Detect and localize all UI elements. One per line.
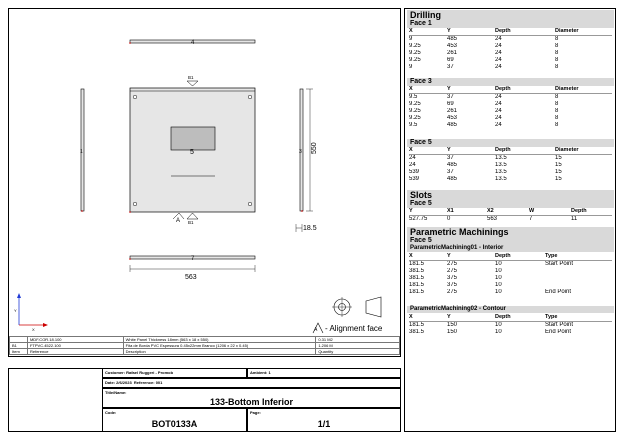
alignment-arrow-label: A: [176, 218, 181, 224]
table-cell: 7: [529, 216, 533, 222]
table-cell: 13.5: [495, 176, 507, 182]
table-row: [409, 155, 612, 163]
customer-text: Customer: Rafael Ruggeri - Promob: [105, 370, 174, 375]
column-header: Depth: [571, 208, 612, 216]
table-cell: 9.5: [409, 94, 418, 100]
ambient-cell: [247, 368, 401, 378]
table-cell: 8: [555, 94, 559, 100]
dim-height-label: 550: [311, 142, 318, 154]
table-cell: 181.5: [409, 289, 425, 295]
column-header: W: [529, 208, 571, 216]
bom-cell: 0.31 M2: [316, 337, 400, 343]
table-cell: 24: [495, 94, 502, 100]
table-cell: 24: [409, 155, 416, 161]
column-header: Diameter: [555, 147, 612, 155]
table-row: [409, 43, 612, 50]
b1-bottom-label: B1: [188, 220, 194, 225]
column-header: Diameter: [555, 28, 612, 36]
table-row: [409, 282, 612, 289]
table-header-row: [409, 208, 612, 216]
table-row: [409, 64, 612, 71]
drilling-face5-header: Face 5: [407, 139, 614, 147]
table-cell: 9.25: [409, 101, 421, 107]
code-value: BOT0133A: [151, 419, 198, 429]
drilling-face1-table: [409, 28, 612, 71]
table-row: [409, 36, 612, 44]
table-row: [409, 169, 612, 176]
table-header-row: [409, 253, 612, 261]
bom-cell: B1: [10, 343, 28, 349]
table-cell: 15: [555, 176, 562, 182]
table-cell: 9: [409, 64, 413, 70]
table-cell: [545, 268, 612, 275]
hinge-hole: [133, 95, 137, 99]
title-value: 133-Bottom Inferior: [209, 397, 293, 407]
table-header-row: [409, 28, 612, 36]
table-row: [409, 261, 612, 269]
table-cell: 9.25: [409, 57, 421, 63]
page-cell: [247, 408, 401, 432]
slots-header: Slots: [407, 190, 614, 200]
table-cell: 8: [555, 36, 559, 42]
table-cell: 10: [495, 275, 502, 281]
column-header: Y: [447, 147, 495, 155]
table-cell: 9.25: [409, 43, 421, 49]
table-row: [409, 162, 612, 169]
table-cell: Start Point: [545, 261, 574, 267]
technical-drawing: [0, 0, 401, 336]
table-cell: 8: [555, 57, 559, 63]
table-cell: 375: [447, 282, 458, 288]
table-cell: 485: [447, 122, 458, 128]
main-panel-label: 5: [190, 149, 194, 156]
table-cell: 10: [495, 289, 502, 295]
table-cell: [545, 282, 612, 289]
bom-cell: Item: [10, 349, 28, 355]
table-cell: [545, 275, 612, 282]
date-reference-cell: [102, 378, 401, 388]
table-cell: 485: [447, 36, 458, 42]
table-cell: 37: [447, 64, 454, 70]
table-cell: 275: [447, 289, 458, 295]
table-cell: 69: [447, 101, 454, 107]
edge-band-marker-bottom: [187, 213, 198, 219]
table-cell: 24: [495, 50, 502, 56]
table-cell: 13.5: [495, 169, 507, 175]
axis-y-label: Y: [14, 308, 17, 313]
axis-x-arrow: [43, 323, 48, 327]
table-cell: 8: [555, 108, 559, 114]
reference-text: Reference: 001: [133, 380, 163, 385]
table-cell: 150: [447, 322, 458, 328]
table-cell: 10: [495, 322, 502, 328]
table-cell: 8: [555, 101, 559, 107]
column-header: X: [409, 147, 447, 155]
code-label: Code:: [105, 410, 117, 415]
table-cell: 261: [447, 50, 458, 56]
table-header-row: [409, 147, 612, 155]
table-cell: 8: [555, 50, 559, 56]
table-row: [409, 268, 612, 275]
hinge-hole: [248, 95, 252, 99]
customer-cell: [102, 368, 247, 378]
table-cell: 527.75: [409, 216, 428, 222]
column-header: Depth: [495, 86, 555, 94]
column-header: Depth: [495, 314, 545, 322]
table-row: [409, 94, 612, 102]
table-cell: 15: [555, 169, 562, 175]
dim-width-label: 563: [185, 274, 197, 281]
code-cell: [102, 408, 247, 432]
table-cell: 24: [495, 115, 502, 121]
table-cell: 563: [487, 216, 498, 222]
title-cell: [102, 388, 401, 408]
table-cell: 37: [447, 169, 454, 175]
table-cell: 9: [409, 36, 413, 42]
table-cell: 150: [447, 329, 458, 335]
table-cell: 181.5: [409, 322, 425, 328]
table-cell: 181.5: [409, 282, 425, 288]
table-cell: 453: [447, 115, 458, 121]
column-header: Y: [447, 28, 495, 36]
table-cell: 15: [555, 155, 562, 161]
bom-cell: 1.206 M: [316, 343, 400, 349]
marker-dot: [129, 258, 131, 260]
column-header: Depth: [495, 147, 555, 155]
table-cell: 485: [447, 162, 458, 168]
drilling-face1-header: Face 1: [407, 20, 614, 28]
table-cell: 37: [447, 94, 454, 100]
table-cell: 13.5: [495, 155, 507, 161]
table-cell: 24: [409, 162, 416, 168]
table-cell: 8: [555, 115, 559, 121]
table-row: [409, 115, 612, 122]
page-value: 1/1: [317, 419, 331, 429]
edge-band-marker-top: [187, 81, 198, 86]
marker-dot: [129, 211, 131, 213]
table-cell: 9.25: [409, 115, 421, 121]
bottom-edge-label: 7: [191, 256, 195, 262]
table-row: [409, 122, 612, 129]
drilling-face3-header: Face 3: [407, 78, 614, 86]
column-header: X2: [487, 208, 529, 216]
column-header: X: [409, 253, 447, 261]
slots-table: [409, 208, 612, 223]
table-cell: 381.5: [409, 275, 425, 281]
page-label: Page:: [250, 410, 261, 415]
table-cell: 24: [495, 108, 502, 114]
table-cell: 11: [571, 216, 578, 222]
table-cell: 9.25: [409, 50, 421, 56]
column-header: Y: [447, 314, 495, 322]
table-cell: 0: [447, 216, 451, 222]
bom-cell: Reference: [27, 349, 123, 355]
marker-dot: [301, 210, 303, 212]
pocket-interior: [171, 127, 215, 150]
bom-cell: MDF.COR.18.100: [27, 337, 123, 343]
table-cell: 10: [495, 329, 502, 335]
parametric-face5-header: Face 5: [407, 237, 614, 245]
table-row: [409, 108, 612, 115]
table-cell: 181.5: [409, 261, 425, 267]
table-cell: 24: [495, 36, 502, 42]
hinge-hole: [133, 202, 137, 206]
drilling-header: Drilling: [407, 10, 614, 20]
table-cell: Start Point: [545, 322, 574, 328]
column-header: Y: [447, 253, 495, 261]
table-cell: 24: [495, 57, 502, 63]
alignment-face-label: - Alignment face: [325, 324, 383, 333]
date-text: Date: 2/6/2023: [105, 380, 132, 385]
table-cell: 539: [409, 169, 420, 175]
dim-thickness-label: 18.5: [303, 225, 317, 232]
pm2-header: ParametricMachining02 - Contour: [407, 306, 614, 313]
axis-x-label: X: [32, 327, 35, 332]
title-label: Title/Name:: [105, 390, 127, 395]
bom-cell: FTPVC.4522.100: [27, 343, 123, 349]
bom-cell: Quantity: [316, 349, 400, 355]
table-row: [409, 50, 612, 57]
table-cell: 9.25: [409, 108, 421, 114]
table-cell: 10: [495, 268, 502, 274]
table-cell: 8: [555, 64, 559, 70]
table-cell: 275: [447, 268, 458, 274]
table-cell: End Point: [545, 329, 572, 335]
table-cell: 539: [409, 176, 420, 182]
table-cell: 485: [447, 176, 458, 182]
table-cell: 275: [447, 261, 458, 267]
projection-cone-icon: [366, 297, 381, 317]
table-cell: 15: [555, 162, 562, 168]
table-row: [409, 329, 612, 336]
parametric-header: Parametric Machinings: [407, 227, 614, 237]
table-cell: 24: [495, 64, 502, 70]
column-header: Depth: [495, 28, 555, 36]
table-cell: 9.5: [409, 122, 418, 128]
table-cell: 381.5: [409, 329, 425, 335]
table-header-row: [409, 86, 612, 94]
bom-cell: Description: [123, 349, 316, 355]
bom-row: [10, 349, 400, 355]
table-cell: End Point: [545, 289, 572, 295]
axis-y-arrow: [17, 293, 21, 298]
column-header: X1: [447, 208, 487, 216]
marker-dot: [129, 42, 131, 44]
table-row: [409, 101, 612, 108]
table-cell: 13.5: [495, 162, 507, 168]
top-edge-label: 4: [191, 40, 195, 46]
bom-cell: White Panel Thickness 18mm (563 x 18 x 550): [123, 337, 316, 343]
bom-cell: Fita de Borda PVC Espessura 0.45x22mm Branco (1206 x 22 x 0.45): [123, 343, 316, 349]
table-cell: 24: [495, 43, 502, 49]
table-cell: 453: [447, 43, 458, 49]
column-header: Type: [545, 253, 612, 261]
pm2-table: [409, 314, 612, 336]
column-header: Depth: [495, 253, 545, 261]
table-cell: 24: [495, 122, 502, 128]
drilling-face3-table: [409, 86, 612, 129]
table-cell: 37: [447, 155, 454, 161]
column-header: X: [409, 28, 447, 36]
table-row: [409, 176, 612, 183]
column-header: X: [409, 86, 447, 94]
column-header: Type: [545, 314, 612, 322]
table-cell: 8: [555, 43, 559, 49]
table-cell: 24: [495, 101, 502, 107]
left-edge-label: 1: [80, 149, 83, 155]
table-cell: 375: [447, 275, 458, 281]
table-row: [409, 322, 612, 330]
table-row: [409, 289, 612, 296]
column-header: Y: [409, 208, 447, 216]
table-cell: 381.5: [409, 268, 425, 274]
pm1-header: ParametricMachining01 - Interior: [407, 245, 614, 252]
hinge-hole: [248, 202, 252, 206]
bill-of-materials: [9, 336, 400, 355]
alignment-face-letter: A: [314, 327, 318, 333]
table-cell: 261: [447, 108, 458, 114]
right-edge-label: 3: [299, 149, 302, 155]
column-header: Y: [447, 86, 495, 94]
pm1-table: [409, 253, 612, 296]
table-row: [409, 216, 612, 224]
table-row: [409, 57, 612, 64]
table-cell: 10: [495, 282, 502, 288]
table-cell: 10: [495, 261, 502, 267]
marker-dot: [81, 210, 83, 212]
column-header: X: [409, 314, 447, 322]
table-cell: 8: [555, 122, 559, 128]
ambient-text: Ambient: 1: [250, 370, 271, 375]
b1-top-label: B1: [188, 75, 194, 80]
table-row: [409, 275, 612, 282]
table-cell: 69: [447, 57, 454, 63]
column-header: Diameter: [555, 86, 612, 94]
table-header-row: [409, 314, 612, 322]
slots-face5-header: Face 5: [407, 200, 614, 208]
drilling-face5-table: [409, 147, 612, 183]
